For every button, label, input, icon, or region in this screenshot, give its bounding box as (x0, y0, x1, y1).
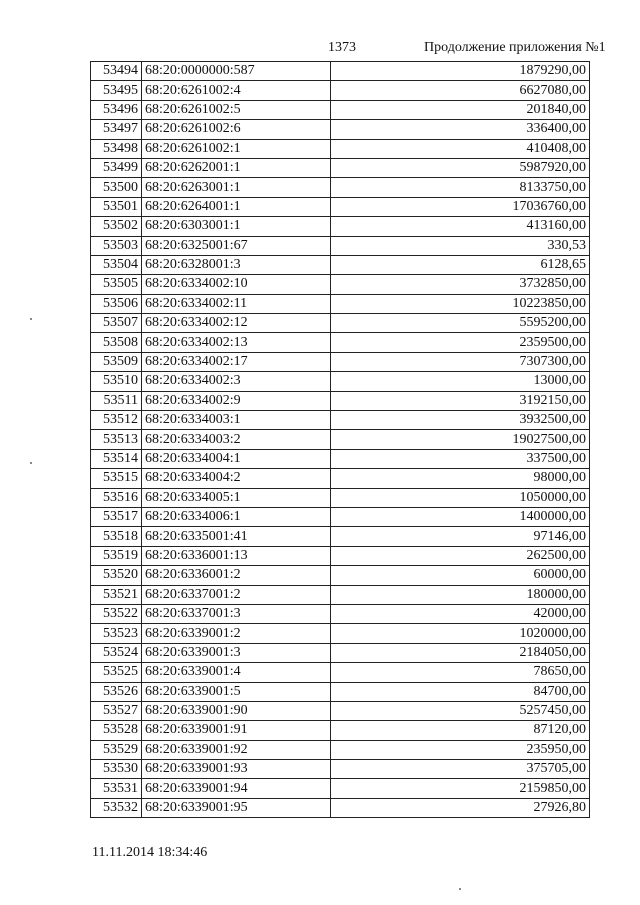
cadastral-number-cell: 68:20:6339001:4 (142, 663, 331, 682)
row-number-cell: 53496 (91, 100, 142, 119)
cadastral-number-cell: 68:20:6261002:4 (142, 81, 331, 100)
cadastral-value-cell: 2159850,00 (331, 779, 590, 798)
cadastral-number-cell: 68:20:6334002:3 (142, 372, 331, 391)
table-row (91, 546, 590, 565)
table-row (91, 701, 590, 720)
row-number-cell: 53520 (91, 566, 142, 585)
table-row (91, 488, 590, 507)
cadastral-value-cell: 410408,00 (331, 139, 590, 158)
cadastral-number-cell: 68:20:6334002:17 (142, 352, 331, 371)
table-row (91, 760, 590, 779)
table-row (91, 120, 590, 139)
row-number-cell: 53529 (91, 740, 142, 759)
cadastral-number-cell: 68:20:6334002:11 (142, 294, 331, 313)
cadastral-value-cell: 3932500,00 (331, 411, 590, 430)
row-number-cell: 53524 (91, 643, 142, 662)
row-number-cell: 53501 (91, 197, 142, 216)
row-number-cell: 53518 (91, 527, 142, 546)
scan-speck (459, 888, 461, 890)
cadastral-value-cell: 7307300,00 (331, 352, 590, 371)
cadastral-value-cell: 337500,00 (331, 449, 590, 468)
cadastral-value-cell: 330,53 (331, 236, 590, 255)
cadastral-number-cell: 68:20:6261002:6 (142, 120, 331, 139)
row-number-cell: 53530 (91, 760, 142, 779)
cadastral-number-cell: 68:20:6334003:1 (142, 411, 331, 430)
cadastral-number-cell: 68:20:6334002:9 (142, 391, 331, 410)
table-row (91, 100, 590, 119)
row-number-cell: 53506 (91, 294, 142, 313)
row-number-cell: 53504 (91, 255, 142, 274)
row-number-cell: 53500 (91, 178, 142, 197)
row-number-cell: 53497 (91, 120, 142, 139)
table-row (91, 779, 590, 798)
row-number-cell: 53525 (91, 663, 142, 682)
cadastral-number-cell: 68:20:6336001:13 (142, 546, 331, 565)
cadastral-number-cell: 68:20:6336001:2 (142, 566, 331, 585)
row-number-cell: 53526 (91, 682, 142, 701)
table-row (91, 411, 590, 430)
cadastral-number-cell: 68:20:6339001:5 (142, 682, 331, 701)
table-row (91, 798, 590, 817)
cadastral-number-cell: 68:20:6334002:13 (142, 333, 331, 352)
cadastral-value-cell: 1400000,00 (331, 507, 590, 526)
row-number-cell: 53510 (91, 372, 142, 391)
row-number-cell: 53531 (91, 779, 142, 798)
cadastral-number-cell: 68:20:6339001:2 (142, 624, 331, 643)
cadastral-number-cell: 68:20:6325001:67 (142, 236, 331, 255)
table-row (91, 721, 590, 740)
cadastral-number-cell: 68:20:6339001:3 (142, 643, 331, 662)
row-number-cell: 53528 (91, 721, 142, 740)
cadastral-value-cell: 1020000,00 (331, 624, 590, 643)
cadastral-value-cell: 201840,00 (331, 100, 590, 119)
cadastral-value-cell: 6128,65 (331, 255, 590, 274)
cadastral-value-cell: 3192150,00 (331, 391, 590, 410)
table-body (91, 62, 590, 818)
cadastral-number-cell: 68:20:6328001:3 (142, 255, 331, 274)
row-number-cell: 53519 (91, 546, 142, 565)
table-row (91, 624, 590, 643)
cadastral-value-cell: 78650,00 (331, 663, 590, 682)
row-number-cell: 53507 (91, 314, 142, 333)
table-row (91, 527, 590, 546)
cadastral-number-cell: 68:20:6261002:5 (142, 100, 331, 119)
table-row (91, 566, 590, 585)
scan-speck (30, 318, 32, 320)
row-number-cell: 53522 (91, 604, 142, 623)
row-number-cell: 53511 (91, 391, 142, 410)
row-number-cell: 53532 (91, 798, 142, 817)
cadastral-number-cell: 68:20:6303001:1 (142, 217, 331, 236)
table-row (91, 178, 590, 197)
cadastral-value-cell: 42000,00 (331, 604, 590, 623)
cadastral-number-cell: 68:20:6334002:10 (142, 275, 331, 294)
cadastral-value-cell: 13000,00 (331, 372, 590, 391)
table-row (91, 352, 590, 371)
cadastral-value-cell: 84700,00 (331, 682, 590, 701)
table-row (91, 294, 590, 313)
table-row (91, 372, 590, 391)
print-timestamp: 11.11.2014 18:34:46 (92, 845, 208, 860)
cadastral-value-cell: 6627080,00 (331, 81, 590, 100)
cadastral-value-cell: 10223850,00 (331, 294, 590, 313)
cadastral-value-cell: 5595200,00 (331, 314, 590, 333)
cadastral-value-cell: 27926,80 (331, 798, 590, 817)
cadastral-number-cell: 68:20:6334005:1 (142, 488, 331, 507)
page-number: 1373 (328, 40, 356, 55)
cadastral-number-cell: 68:20:6263001:1 (142, 178, 331, 197)
cadastral-value-cell: 5987920,00 (331, 158, 590, 177)
cadastral-value-cell: 375705,00 (331, 760, 590, 779)
row-number-cell: 53523 (91, 624, 142, 643)
cadastral-number-cell: 68:20:6339001:95 (142, 798, 331, 817)
row-number-cell: 53512 (91, 411, 142, 430)
cadastral-number-cell: 68:20:6339001:93 (142, 760, 331, 779)
table-row (91, 643, 590, 662)
row-number-cell: 53521 (91, 585, 142, 604)
cadastral-value-cell: 336400,00 (331, 120, 590, 139)
cadastral-value-cell: 60000,00 (331, 566, 590, 585)
cadastral-number-cell: 68:20:6264001:1 (142, 197, 331, 216)
row-number-cell: 53505 (91, 275, 142, 294)
cadastral-value-cell: 3732850,00 (331, 275, 590, 294)
table-row (91, 333, 590, 352)
cadastral-value-cell: 1879290,00 (331, 62, 590, 81)
cadastral-value-cell: 2184050,00 (331, 643, 590, 662)
row-number-cell: 53515 (91, 469, 142, 488)
cadastral-number-cell: 68:20:6334006:1 (142, 507, 331, 526)
cadastral-value-cell: 98000,00 (331, 469, 590, 488)
cadastral-number-cell: 68:20:6335001:41 (142, 527, 331, 546)
table-row (91, 255, 590, 274)
cadastral-value-cell: 97146,00 (331, 527, 590, 546)
table-row (91, 604, 590, 623)
table-row (91, 81, 590, 100)
scan-speck (30, 462, 32, 464)
cadastral-number-cell: 68:20:6339001:90 (142, 701, 331, 720)
table-row (91, 469, 590, 488)
cadastral-value-cell: 19027500,00 (331, 430, 590, 449)
table-row (91, 275, 590, 294)
row-number-cell: 53517 (91, 507, 142, 526)
cadastral-number-cell: 68:20:6339001:92 (142, 740, 331, 759)
table-row (91, 217, 590, 236)
cadastral-number-cell: 68:20:6334003:2 (142, 430, 331, 449)
cadastral-number-cell: 68:20:6262001:1 (142, 158, 331, 177)
cadastral-number-cell: 68:20:6339001:94 (142, 779, 331, 798)
cadastral-number-cell: 68:20:6339001:91 (142, 721, 331, 740)
table-row (91, 314, 590, 333)
cadastral-value-cell: 413160,00 (331, 217, 590, 236)
row-number-cell: 53516 (91, 488, 142, 507)
table-row (91, 158, 590, 177)
table-row (91, 139, 590, 158)
row-number-cell: 53503 (91, 236, 142, 255)
row-number-cell: 53502 (91, 217, 142, 236)
row-number-cell: 53513 (91, 430, 142, 449)
cadastral-value-cell: 1050000,00 (331, 488, 590, 507)
table-row (91, 507, 590, 526)
table-row (91, 740, 590, 759)
cadastral-value-table (90, 61, 590, 818)
cadastral-number-cell: 68:20:6261002:1 (142, 139, 331, 158)
row-number-cell: 53509 (91, 352, 142, 371)
cadastral-value-cell: 17036760,00 (331, 197, 590, 216)
cadastral-value-cell: 5257450,00 (331, 701, 590, 720)
cadastral-number-cell: 68:20:6337001:2 (142, 585, 331, 604)
row-number-cell: 53495 (91, 81, 142, 100)
row-number-cell: 53498 (91, 139, 142, 158)
table-row (91, 682, 590, 701)
cadastral-value-cell: 262500,00 (331, 546, 590, 565)
cadastral-number-cell: 68:20:0000000:587 (142, 62, 331, 81)
table-row (91, 236, 590, 255)
table-row (91, 663, 590, 682)
cadastral-value-cell: 235950,00 (331, 740, 590, 759)
row-number-cell: 53499 (91, 158, 142, 177)
table-row (91, 449, 590, 468)
cadastral-number-cell: 68:20:6334002:12 (142, 314, 331, 333)
cadastral-value-cell: 180000,00 (331, 585, 590, 604)
cadastral-value-cell: 8133750,00 (331, 178, 590, 197)
row-number-cell: 53514 (91, 449, 142, 468)
cadastral-value-cell: 87120,00 (331, 721, 590, 740)
table-row (91, 585, 590, 604)
appendix-continuation-note: Продолжение приложения №1 (424, 40, 606, 55)
cadastral-number-cell: 68:20:6334004:1 (142, 449, 331, 468)
table-row (91, 197, 590, 216)
row-number-cell: 53494 (91, 62, 142, 81)
row-number-cell: 53508 (91, 333, 142, 352)
cadastral-number-cell: 68:20:6334004:2 (142, 469, 331, 488)
cadastral-value-cell: 2359500,00 (331, 333, 590, 352)
cadastral-number-cell: 68:20:6337001:3 (142, 604, 331, 623)
table-row (91, 62, 590, 81)
table-row (91, 430, 590, 449)
table-row (91, 391, 590, 410)
row-number-cell: 53527 (91, 701, 142, 720)
